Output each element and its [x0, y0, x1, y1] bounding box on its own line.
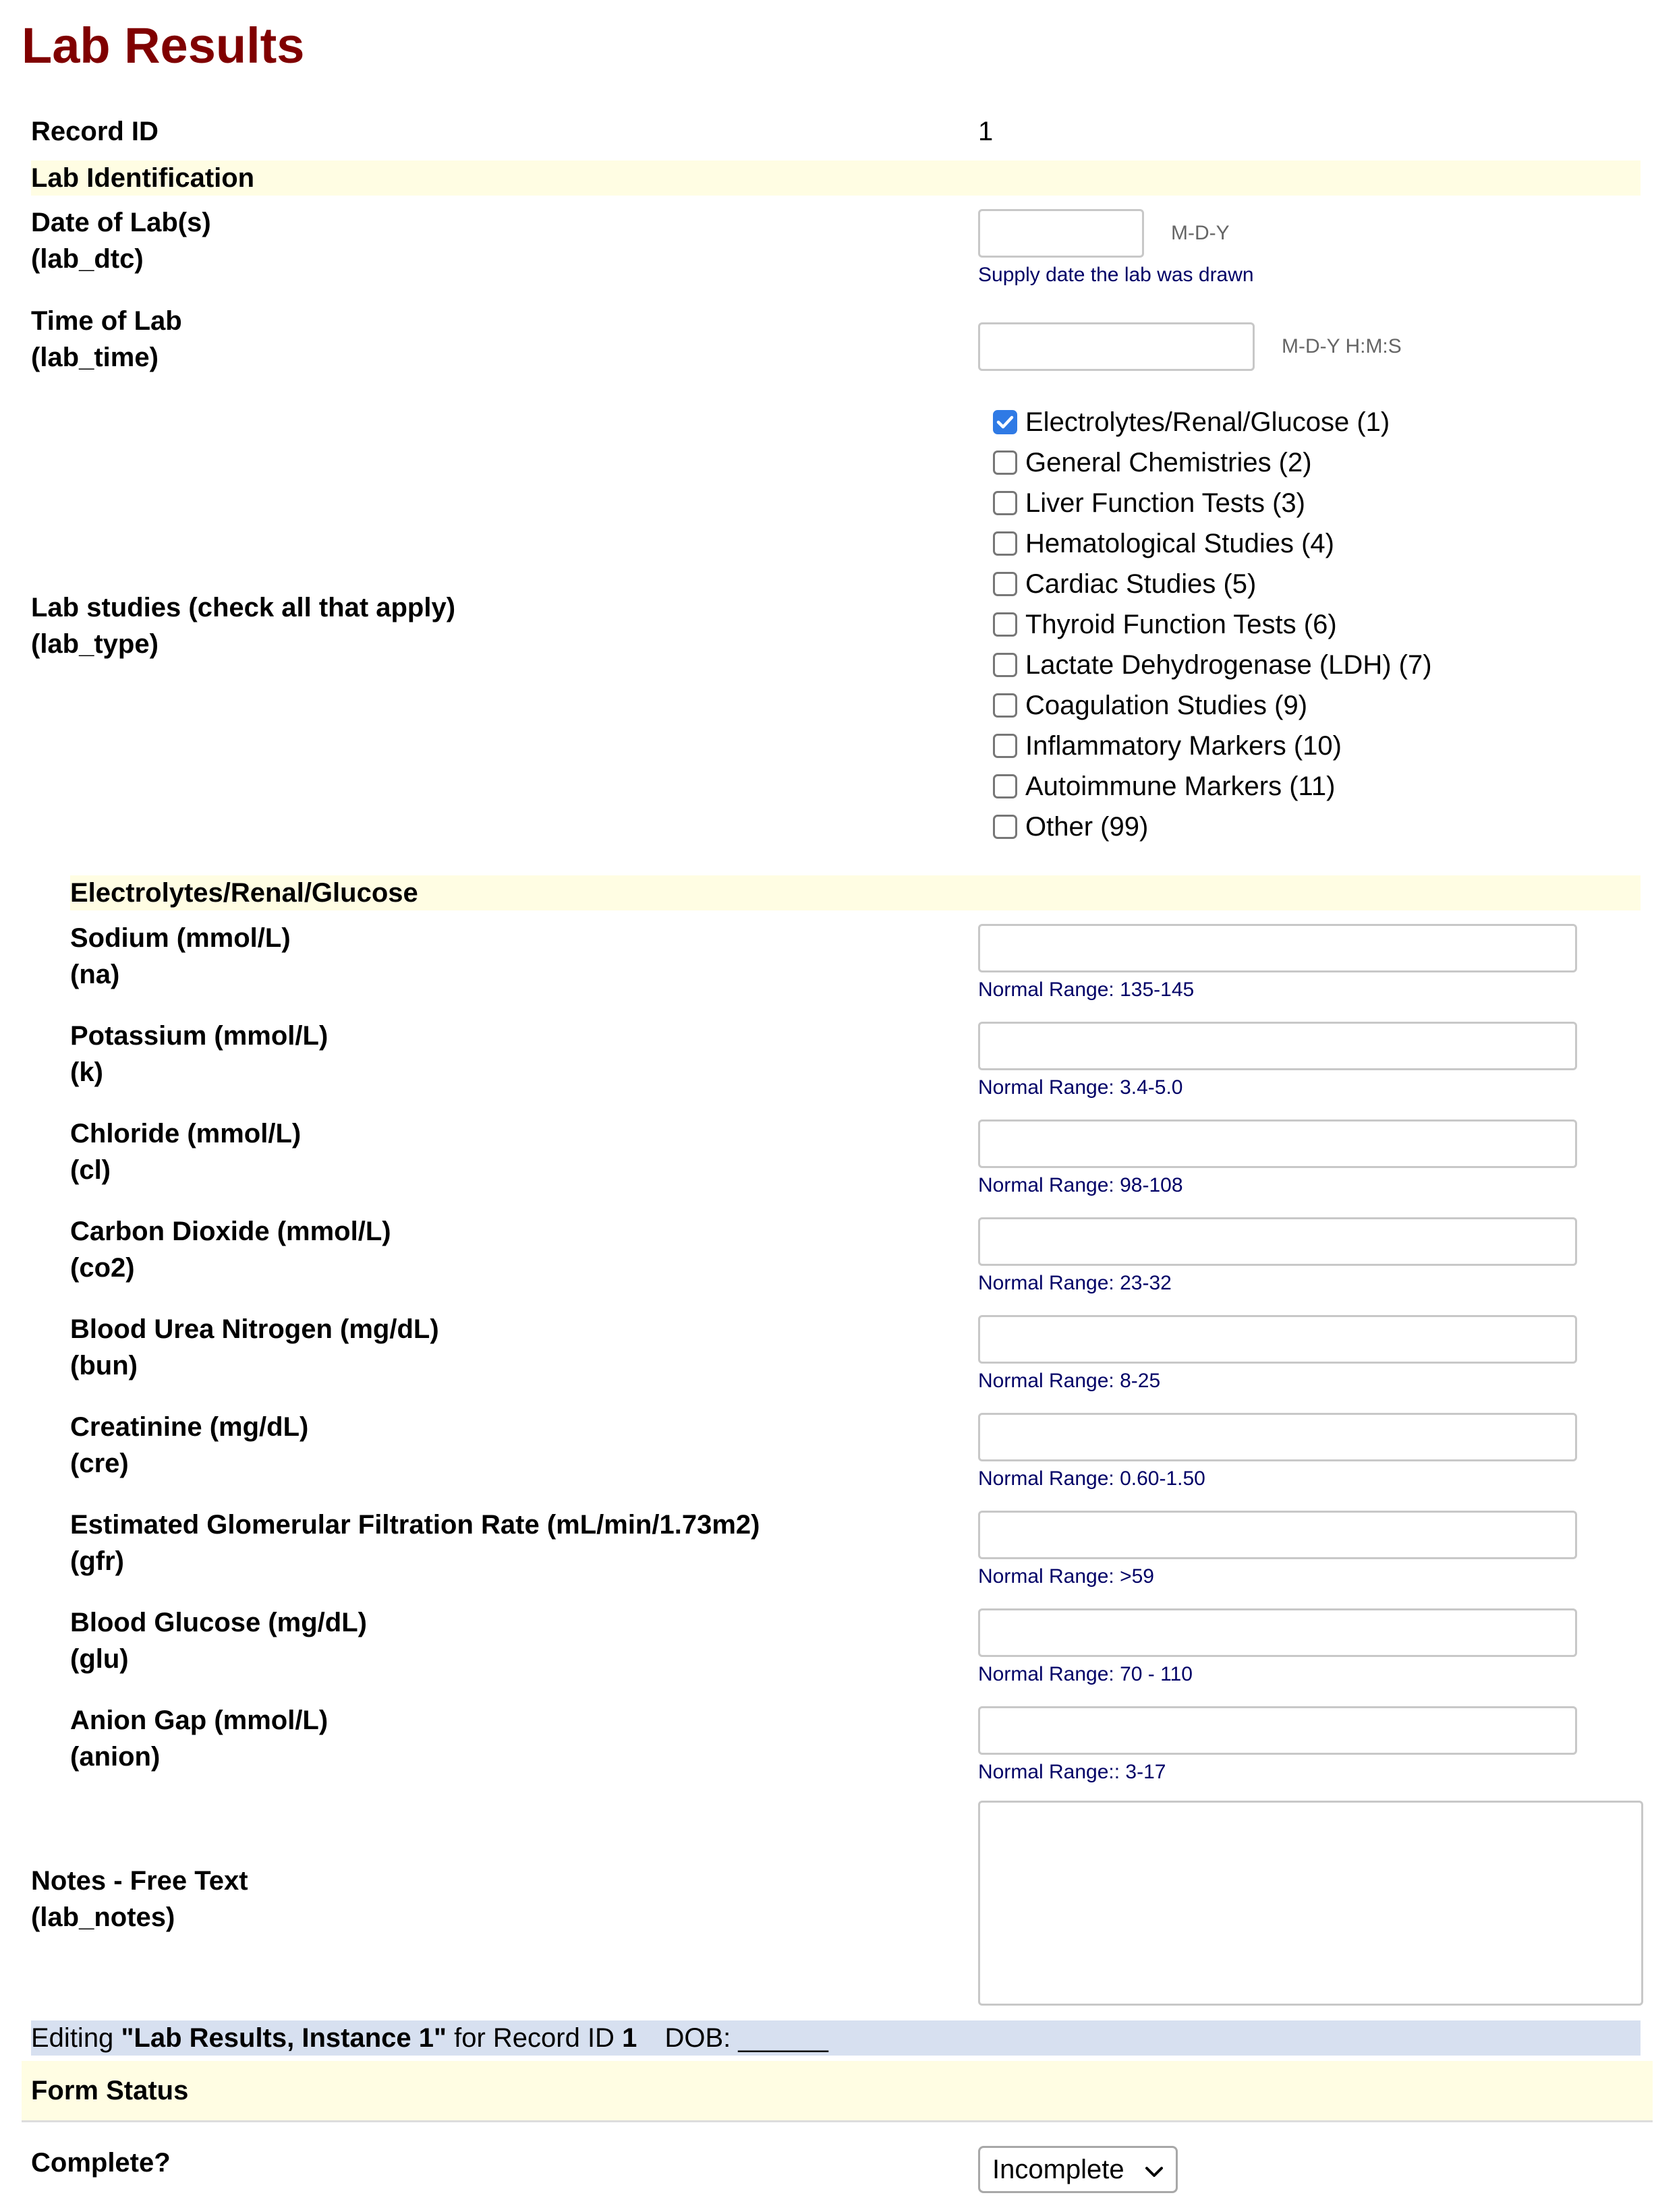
section-header-text: Form Status — [31, 2076, 189, 2105]
checkbox-label: Lactate Dehydrogenase (LDH) (7) — [1025, 650, 1432, 680]
edit-bar-dob: DOB: ______ — [664, 2023, 828, 2053]
normal-range-note: Normal Range: 8-25 — [978, 1370, 1161, 1392]
field-label: Estimated Glomerular Filtration Rate (mL/min/1.73m2) — [70, 1510, 760, 1540]
checkbox[interactable] — [993, 653, 1017, 677]
lab-type-option[interactable] — [993, 564, 1432, 604]
record-id-label: Record ID — [31, 117, 159, 146]
time-format-hint: M-D-Y H:M:S — [1282, 335, 1402, 357]
lab-field-input[interactable] — [978, 1022, 1577, 1070]
complete-status-select[interactable] — [978, 2146, 1178, 2193]
notes-label — [31, 1863, 248, 1936]
lab-type-option[interactable] — [993, 604, 1432, 645]
checkbox[interactable] — [993, 450, 1017, 475]
checkbox-label: Thyroid Function Tests (6) — [1025, 610, 1337, 639]
field-var: (anion) — [70, 1742, 161, 1772]
lab-field-label — [70, 1604, 367, 1677]
checkbox-label: Liver Function Tests (3) — [1025, 488, 1305, 518]
lab-type-checkbox-group — [993, 402, 1432, 847]
lab-field-label — [70, 1507, 760, 1579]
field-label: Date of Lab(s) — [31, 208, 211, 237]
lab-field-label — [70, 1018, 328, 1090]
lab-field-label — [70, 1213, 391, 1286]
select-value: Incomplete — [992, 2154, 1124, 2184]
field-var: (glu) — [70, 1644, 129, 1674]
checkbox[interactable] — [993, 572, 1017, 596]
field-var: (lab_type) — [31, 629, 159, 659]
editing-status-bar — [31, 2020, 1641, 2056]
lab-field-input[interactable] — [978, 1413, 1577, 1461]
checkbox[interactable] — [993, 612, 1017, 637]
checkbox-label: Electrolytes/Renal/Glucose (1) — [1025, 407, 1390, 437]
chevron-down-icon — [1145, 2155, 1164, 2185]
time-of-lab-input[interactable] — [978, 322, 1255, 371]
field-var: (lab_dtc) — [31, 244, 144, 274]
lab-field-label — [70, 1115, 301, 1188]
field-label: Chloride (mmol/L) — [70, 1119, 302, 1148]
checkbox-label: Autoimmune Markers (11) — [1025, 772, 1336, 801]
section-header-text: Electrolytes/Renal/Glucose — [70, 878, 418, 908]
lab-type-option[interactable] — [993, 645, 1432, 685]
edit-bar-prefix: Editing — [31, 2023, 114, 2053]
complete-label: Complete? — [31, 2148, 171, 2178]
checkbox[interactable] — [993, 531, 1017, 556]
field-label: Notes - Free Text — [31, 1866, 248, 1896]
field-label: Anion Gap (mmol/L) — [70, 1706, 329, 1735]
lab-type-option[interactable] — [993, 766, 1432, 807]
edit-bar-middle: for Record ID — [454, 2023, 615, 2053]
lab-field-input[interactable] — [978, 1608, 1577, 1657]
field-label: Lab studies (check all that apply) — [31, 593, 456, 622]
lab-type-option[interactable] — [993, 685, 1432, 726]
section-header-form-status — [22, 2061, 1653, 2122]
record-id-value: 1 — [978, 117, 994, 146]
normal-range-note: Normal Range: 70 - 110 — [978, 1663, 1193, 1685]
normal-range-note: Normal Range: 0.60-1.50 — [978, 1467, 1205, 1490]
page-title: Lab Results — [22, 18, 305, 74]
field-var: (co2) — [70, 1253, 135, 1283]
field-label: Carbon Dioxide (mmol/L) — [70, 1217, 391, 1246]
field-var: (k) — [70, 1057, 103, 1087]
edit-bar-record-id: 1 — [622, 2023, 637, 2053]
normal-range-note: Normal Range: 98-108 — [978, 1174, 1183, 1196]
lab-field-input[interactable] — [978, 1217, 1577, 1266]
checkbox-label: Cardiac Studies (5) — [1025, 569, 1257, 599]
checkmark-icon — [996, 415, 1014, 430]
field-label: Sodium (mmol/L) — [70, 923, 291, 953]
lab-type-option[interactable] — [993, 483, 1432, 523]
field-var: (lab_time) — [31, 343, 159, 372]
section-header-lab-identification — [31, 161, 1641, 196]
lab-field-input[interactable] — [978, 1706, 1577, 1755]
normal-range-note: Normal Range: 135-145 — [978, 979, 1195, 1001]
field-label: Creatinine (mg/dL) — [70, 1412, 309, 1442]
field-var: (bun) — [70, 1351, 138, 1380]
field-var: (gfr) — [70, 1546, 124, 1576]
lab-field-label — [70, 920, 291, 993]
checkbox[interactable] — [993, 693, 1017, 718]
notes-textarea[interactable] — [978, 1801, 1643, 2006]
lab-field-label — [70, 1702, 328, 1775]
lab-type-label — [31, 589, 455, 662]
checkbox-label: General Chemistries (2) — [1025, 448, 1312, 477]
checkbox[interactable] — [993, 815, 1017, 839]
section-header-text: Lab Identification — [31, 163, 255, 193]
date-of-lab-label — [31, 204, 211, 277]
edit-bar-instance: "Lab Results, Instance 1" — [121, 2023, 447, 2053]
field-label: Blood Urea Nitrogen (mg/dL) — [70, 1314, 439, 1344]
checkbox-label: Other (99) — [1025, 812, 1149, 842]
field-label: Time of Lab — [31, 306, 182, 336]
lab-type-option[interactable] — [993, 523, 1432, 564]
field-label: Blood Glucose (mg/dL) — [70, 1608, 367, 1637]
checkbox-label: Hematological Studies (4) — [1025, 529, 1334, 558]
field-var: (cre) — [70, 1449, 129, 1478]
checkbox[interactable] — [993, 774, 1017, 798]
field-label: Potassium (mmol/L) — [70, 1021, 329, 1051]
normal-range-note: Normal Range: 23-32 — [978, 1272, 1172, 1294]
field-var: (lab_notes) — [31, 1902, 175, 1932]
field-var: (na) — [70, 960, 120, 989]
lab-field-input[interactable] — [978, 1511, 1577, 1559]
lab-type-option[interactable] — [993, 807, 1432, 847]
field-var: (cl) — [70, 1155, 111, 1185]
date-of-lab-input[interactable] — [978, 209, 1144, 258]
time-of-lab-label — [31, 303, 182, 376]
checkbox-label: Inflammatory Markers (10) — [1025, 731, 1342, 761]
lab-field-label — [70, 1311, 439, 1384]
checkbox-label: Coagulation Studies (9) — [1025, 691, 1308, 720]
lab-field-input[interactable] — [978, 924, 1577, 972]
checkbox[interactable] — [993, 410, 1017, 434]
date-of-lab-note: Supply date the lab was drawn — [978, 264, 1254, 286]
section-header-electrolytes — [70, 875, 1641, 910]
normal-range-note: Normal Range:: 3-17 — [978, 1761, 1166, 1783]
lab-field-label — [70, 1409, 308, 1482]
date-format-hint: M-D-Y — [1171, 222, 1230, 244]
checkbox[interactable] — [993, 734, 1017, 758]
lab-field-input[interactable] — [978, 1315, 1577, 1364]
checkbox[interactable] — [993, 491, 1017, 515]
lab-type-option[interactable] — [993, 442, 1432, 483]
lab-type-option[interactable] — [993, 402, 1432, 442]
lab-type-option[interactable] — [993, 726, 1432, 766]
normal-range-note: Normal Range: >59 — [978, 1565, 1154, 1588]
normal-range-note: Normal Range: 3.4-5.0 — [978, 1076, 1183, 1099]
lab-field-input[interactable] — [978, 1119, 1577, 1168]
